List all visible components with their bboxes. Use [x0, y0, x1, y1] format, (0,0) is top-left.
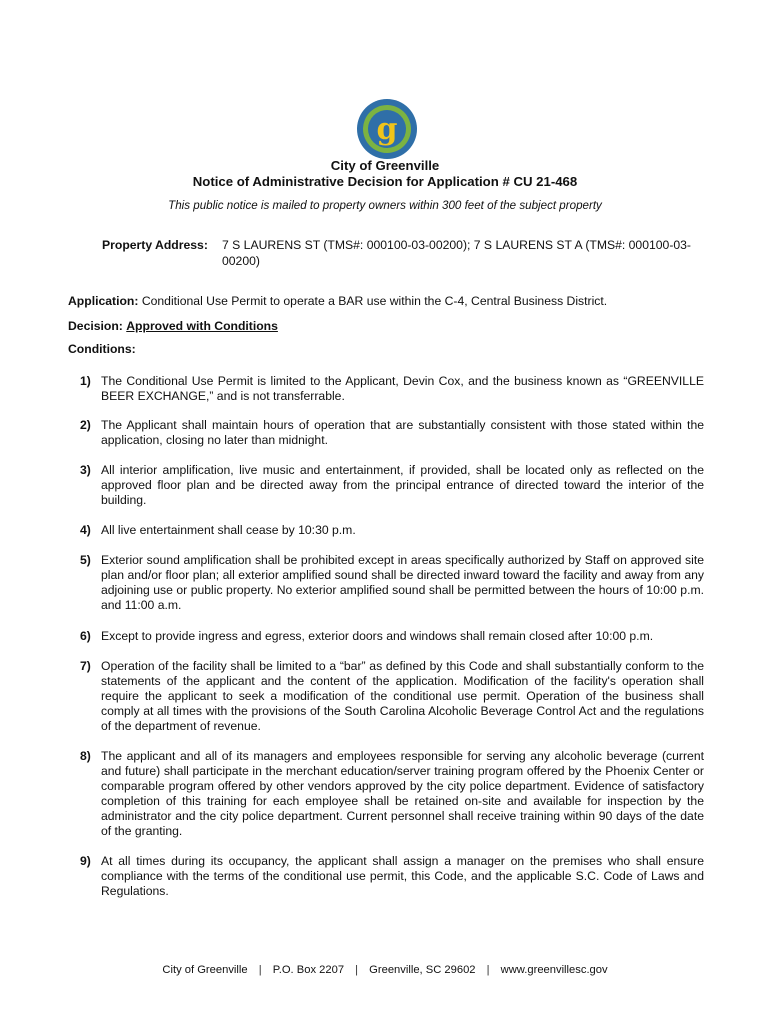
property-address [102, 237, 702, 269]
condition-text: Operation of the facility shall be limited to a “bar” as defined by this Code and shall substantially conform to the statements of the applicant and the content of the application. Modification of the facility's operation shall require the applicant to seek a modification of the conditional use permit. Operation of the business shall comply at all times with the provisions of the South Carolina Alcoholic Beverage Control Act and the regulations of the department of revenue. [101, 659, 704, 733]
condition-item [68, 749, 704, 839]
city-title: City of Greenville [330, 158, 440, 173]
condition-text: The Applicant shall maintain hours of operation that are substantially consistent with those stated within the application, closing no later than midnight. [101, 418, 704, 447]
footer-location: Greenville, SC 29602 [369, 964, 476, 976]
condition-number: 4) [80, 523, 91, 537]
condition-number: 8) [80, 749, 91, 763]
logo-letter: g [376, 112, 398, 147]
condition-item [68, 523, 704, 538]
condition-text: The Conditional Use Permit is limited to the Applicant, Devin Cox, and the business known as “GREENVILLE BEER EXCHANGE,” and is not transferrable. [101, 374, 704, 403]
footer-website: www.greenvillesc.gov [500, 964, 608, 976]
condition-number: 7) [80, 659, 91, 673]
condition-item [68, 629, 704, 644]
decision-value: Approved with Conditions [126, 319, 278, 333]
condition-item [68, 854, 704, 899]
footer-separator: | [355, 964, 359, 976]
footer-city: City of Greenville [162, 964, 248, 976]
property-address-label: Property Address: [102, 238, 208, 252]
condition-item [68, 463, 704, 508]
decision-label: Decision: [68, 319, 123, 333]
condition-number: 2) [80, 418, 91, 432]
city-logo-icon [356, 98, 418, 160]
condition-text: All live entertainment shall cease by 10:30 p.m. [101, 523, 356, 537]
document-footer [0, 962, 770, 978]
footer-separator: | [258, 964, 262, 976]
condition-number: 3) [80, 463, 91, 477]
condition-text: Exterior sound amplification shall be prohibited except in areas specifically authorized by Staff on approved site plan and/or floor plan; all exterior amplified sound shall be directed inward toward the facility and away from any adjoining use or public property. No exterior amplified sound shall be permitted between the hours of 10:00 p.m. and 11:00 a.m. [101, 553, 704, 612]
condition-item [68, 418, 704, 448]
document-header [0, 158, 770, 214]
condition-number: 9) [80, 854, 91, 868]
conditions-heading: Conditions: [68, 342, 136, 356]
condition-item [68, 659, 704, 734]
notice-title: Notice of Administrative Decision for Application # CU 21-468 [192, 174, 578, 189]
condition-text: The applicant and all of its managers and employees responsible for serving any alcoholic beverage (current and future) shall participate in the merchant education/server training program offered by the Phoenix Center or comparable program offered by other vendors approved by the city police department. Evidence of satisfactory completion of this training for each employee shall be retained on-site and available for inspection by the administrator and the city police department. Current personnel shall receive training within 90 days of the date of the granting. [101, 749, 704, 838]
condition-text: Except to provide ingress and egress, exterior doors and windows shall remain closed after 10:00 p.m. [101, 629, 654, 643]
decision-line [68, 318, 278, 334]
application-label: Application: [68, 294, 139, 308]
application-line [68, 293, 607, 309]
condition-text: At all times during its occupancy, the applicant shall assign a manager on the premises who shall ensure compliance with the terms of the conditional use permit, this Code, and the applicable S.C. Code of Laws and Regulations. [101, 854, 704, 898]
condition-text: All interior amplification, live music and entertainment, if provided, shall be located only as reflected on the approved floor plan and be directed away from the principal entrance of directed toward the interior of the building. [101, 463, 704, 507]
condition-item [68, 374, 704, 404]
condition-item [68, 553, 704, 613]
condition-number: 6) [80, 629, 91, 643]
application-value: Conditional Use Permit to operate a BAR use within the C-4, Central Business District. [141, 294, 608, 308]
notice-subtitle: This public notice is mailed to property owners within 300 feet of the subject property [168, 199, 602, 212]
footer-po-box: P.O. Box 2207 [272, 964, 345, 976]
footer-separator: | [486, 964, 490, 976]
property-address-value: 7 S LAURENS ST (TMS#: 000100-03-00200); 7 S LAURENS ST A (TMS#: 000100-03-00200) [222, 238, 691, 268]
condition-number: 1) [80, 374, 91, 388]
condition-number: 5) [80, 553, 91, 567]
